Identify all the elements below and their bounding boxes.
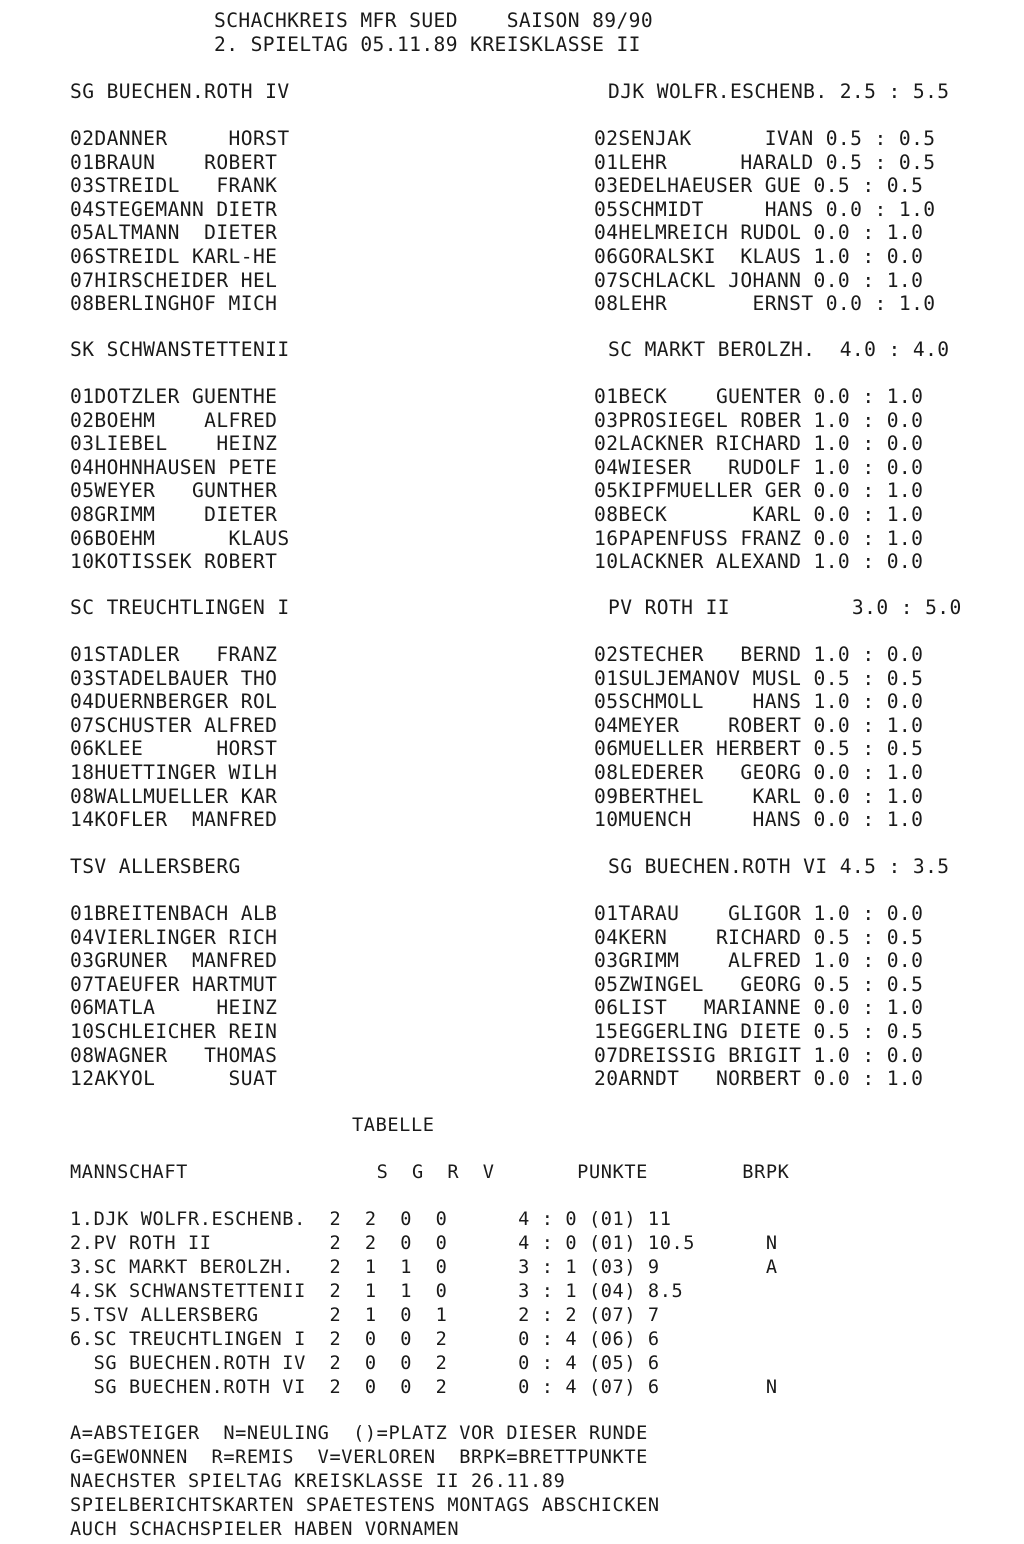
away-player-result: 03PROSIEGEL ROBER 1.0 : 0.0: [594, 408, 924, 432]
match-away-team-score: SG BUECHEN.ROTH VI 4.5 : 3.5: [608, 855, 950, 878]
home-player: 10SCHLEICHER REIN: [70, 1020, 278, 1043]
match-home-team: SC TREUCHTLINGEN I: [70, 596, 290, 619]
home-player: 14KOFLER MANFRED: [70, 808, 278, 832]
away-player-result: 08LEDERER GEORG 0.0 : 1.0: [594, 761, 924, 784]
home-player: 03STREIDL FRANK: [70, 174, 278, 198]
home-player: 05ALTMANN DIETER: [70, 221, 278, 245]
home-player: 01BREITENBACH ALB: [70, 902, 278, 925]
home-player: 08BERLINGHOF MICH: [70, 292, 278, 316]
home-player: 04DUERNBERGER ROL: [70, 690, 278, 714]
standings-row: SG BUECHEN.ROTH VI 2 0 0 2 0 : 4 (07) 6 N: [70, 1377, 778, 1398]
away-player-result: 08BECK KARL 0.0 : 1.0: [594, 503, 924, 526]
home-player: 10KOTISSEK ROBERT: [70, 550, 278, 574]
away-player-result: 05SCHMIDT HANS 0.0 : 1.0: [594, 197, 936, 221]
away-player-result: 04MEYER ROBERT 0.0 : 1.0: [594, 713, 924, 737]
away-player-result: 02STECHER BERND 1.0 : 0.0: [594, 643, 924, 666]
away-player-result: 07DREISSIG BRIGIT 1.0 : 0.0: [594, 1043, 924, 1067]
away-player-result: 02LACKNER RICHARD 1.0 : 0.0: [594, 432, 924, 456]
home-player: 07TAEUFER HARTMUT: [70, 972, 278, 996]
away-player-result: 09BERTHEL KARL 0.0 : 1.0: [594, 784, 924, 808]
match-home-team: SG BUECHEN.ROTH IV: [70, 80, 290, 103]
away-player-result: 06MUELLER HERBERT 0.5 : 0.5: [594, 737, 924, 761]
away-player-result: 16PAPENFUSS FRANZ 0.0 : 1.0: [594, 526, 924, 550]
home-player: 08WAGNER THOMAS: [70, 1043, 278, 1067]
standings-row: 2.PV ROTH II 2 2 0 0 4 : 0 (01) 10.5 N: [70, 1233, 778, 1254]
away-player-result: 06GORALSKI KLAUS 1.0 : 0.0: [594, 245, 924, 268]
home-player: 03STADELBAUER THO: [70, 666, 278, 690]
home-player: 05WEYER GUNTHER: [70, 479, 278, 503]
away-player-result: 05SCHMOLL HANS 1.0 : 0.0: [594, 690, 924, 714]
away-player-result: 02SENJAK IVAN 0.5 : 0.5: [594, 127, 936, 150]
home-player: 12AKYOL SUAT: [70, 1067, 278, 1091]
header-line-1: SCHACHKREIS MFR SUED SAISON 89/90: [214, 9, 654, 32]
match-away-team-score: PV ROTH II 3.0 : 5.0: [608, 596, 962, 619]
away-player-result: 01LEHR HARALD 0.5 : 0.5: [594, 150, 936, 174]
standings-row: 5.TSV ALLERSBERG 2 1 0 1 2 : 2 (07) 7: [70, 1305, 660, 1326]
standings-row: 3.SC MARKT BEROLZH. 2 1 1 0 3 : 1 (03) 9 A: [70, 1257, 778, 1278]
away-player-result: 06LIST MARIANNE 0.0 : 1.0: [594, 996, 924, 1020]
away-player-result: 20ARNDT NORBERT 0.0 : 1.0: [594, 1067, 924, 1091]
away-player-result: 07SCHLACKL JOHANN 0.0 : 1.0: [594, 268, 924, 292]
away-player-result: 01TARAU GLIGOR 1.0 : 0.0: [594, 902, 924, 925]
footer-line: AUCH SCHACHSPIELER HABEN VORNAMEN: [70, 1519, 460, 1540]
home-player: 04VIERLINGER RICH: [70, 925, 278, 949]
away-player-result: 05ZWINGEL GEORG 0.5 : 0.5: [594, 972, 924, 996]
away-player-result: 04KERN RICHARD 0.5 : 0.5: [594, 925, 924, 949]
home-player: 08WALLMUELLER KAR: [70, 784, 278, 808]
home-player: 02BOEHM ALFRED: [70, 408, 278, 432]
away-player-result: 04HELMREICH RUDOL 0.0 : 1.0: [594, 221, 924, 245]
away-player-result: 01SULJEMANOV MUSL 0.5 : 0.5: [594, 666, 924, 690]
home-player: 02DANNER HORST: [70, 127, 290, 150]
footer-line: NAECHSTER SPIELTAG KREISKLASSE II 26.11.89: [70, 1471, 566, 1492]
away-player-result: 08LEHR ERNST 0.0 : 1.0: [594, 292, 936, 316]
header-line-2: 2. SPIELTAG 05.11.89 KREISKLASSE II: [214, 33, 641, 56]
away-player-result: 01BECK GUENTER 0.0 : 1.0: [594, 385, 924, 408]
home-player: 06MATLA HEINZ: [70, 996, 278, 1020]
home-player: 01BRAUN ROBERT: [70, 150, 278, 174]
home-player: 06BOEHM KLAUS: [70, 526, 290, 550]
standings-row: SG BUECHEN.ROTH IV 2 0 0 2 0 : 4 (05) 6: [70, 1353, 660, 1374]
away-player-result: 10LACKNER ALEXAND 1.0 : 0.0: [594, 550, 924, 574]
match-away-team-score: SC MARKT BEROLZH. 4.0 : 4.0: [608, 338, 950, 361]
footer-line: SPIELBERICHTSKARTEN SPAETESTENS MONTAGS ABSCHICKEN: [70, 1495, 660, 1516]
away-player-result: 03GRIMM ALFRED 1.0 : 0.0: [594, 949, 924, 973]
match-home-team: TSV ALLERSBERG: [70, 855, 241, 878]
away-player-result: 15EGGERLING DIETE 0.5 : 0.5: [594, 1020, 924, 1043]
home-player: 18HUETTINGER WILH: [70, 761, 278, 784]
footer-line: G=GEWONNEN R=REMIS V=VERLOREN BRPK=BRETTPUNKTE: [70, 1447, 648, 1468]
home-player: 04HOHNHAUSEN PETE: [70, 455, 278, 479]
standings-row: 6.SC TREUCHTLINGEN I 2 0 0 2 0 : 4 (06) 6: [70, 1329, 660, 1350]
home-player: 01STADLER FRANZ: [70, 643, 278, 666]
away-player-result: 03EDELHAEUSER GUE 0.5 : 0.5: [594, 174, 924, 198]
home-player: 07SCHUSTER ALFRED: [70, 713, 278, 737]
home-player: 06STREIDL KARL-HE: [70, 245, 278, 268]
home-player: 04STEGEMANN DIETR: [70, 197, 278, 221]
away-player-result: 05KIPFMUELLER GER 0.0 : 1.0: [594, 479, 924, 503]
home-player: 06KLEE HORST: [70, 737, 278, 761]
footer-line: A=ABSTEIGER N=NEULING ()=PLATZ VOR DIESER RUNDE: [70, 1423, 648, 1444]
match-away-team-score: DJK WOLFR.ESCHENB. 2.5 : 5.5: [608, 80, 950, 103]
away-player-result: 10MUENCH HANS 0.0 : 1.0: [594, 808, 924, 832]
home-player: 03GRUNER MANFRED: [70, 949, 278, 973]
standings-row: 4.SK SCHWANSTETTENII 2 1 1 0 3 : 1 (04) 8.5: [70, 1281, 684, 1302]
home-player: 01DOTZLER GUENTHE: [70, 385, 278, 408]
standings-row: 1.DJK WOLFR.ESCHENB. 2 2 0 0 4 : 0 (01) 11: [70, 1209, 672, 1230]
standings-title: TABELLE: [352, 1115, 435, 1136]
standings-column-headers: MANNSCHAFT S G R V PUNKTE BRPK: [70, 1162, 790, 1183]
home-player: 03LIEBEL HEINZ: [70, 432, 278, 456]
match-home-team: SK SCHWANSTETTENII: [70, 338, 290, 361]
home-player: 07HIRSCHEIDER HEL: [70, 268, 278, 292]
away-player-result: 04WIESER RUDOLF 1.0 : 0.0: [594, 455, 924, 479]
home-player: 08GRIMM DIETER: [70, 503, 278, 526]
